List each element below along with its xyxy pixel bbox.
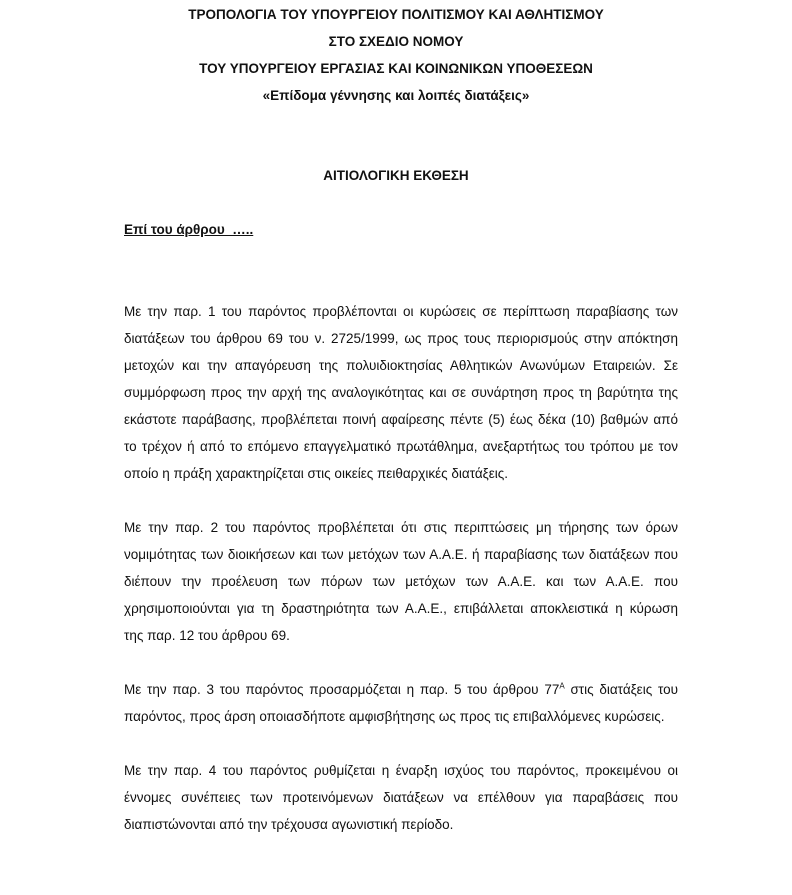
paragraph-4 [124,763,678,844]
paragraph-text: Με την παρ. 3 του παρόντος προσαρμόζεται η παρ. 5 του άρθρου 77 [124,682,560,697]
paragraph-line: παρόντος, προς άρση οποιασδήποτε αμφισβήτησης ως προς τις επιβαλλόμενες κυρώσεις. [124,709,665,724]
paragraph-line: μετοχών και την απαγόρευση της πολυιδιοκτησίας Αθλητικών Ανωνύμων Εταιρειών. Σε [124,358,678,373]
header-line-2: ΣΤΟ ΣΧΕΔΙΟ ΝΟΜΟΥ [328,34,464,49]
paragraph-line: διαπιστώνονται από την τρέχουσα αγωνιστική περίοδο. [124,817,454,832]
paragraph-line: εκάστοτε παράβασης, προβλέπεται ποινή αφαίρεσης πέντε (5) έως δέκα (10) βαθμών από [124,412,678,427]
paragraph-line: έννομες συνέπειες των προτεινόμενων διατάξεων να επέλθουν για παραβάσεις που [124,790,678,805]
paragraph-line: διατάξεων του άρθρου 69 του ν. 2725/1999, ως προς τους περιορισμούς στην απόκτηση [124,331,678,346]
header-line-1: ΤΡΟΠΟΛΟΓΙΑ ΤΟΥ ΥΠΟΥΡΓΕΙΟΥ ΠΟΛΙΤΙΣΜΟΥ ΚΑΙ ΑΘΛΗΤΙΣΜΟΥ [188,7,604,22]
paragraph-line: της παρ. 12 του άρθρου 69. [124,628,290,643]
paragraph-1 [124,304,678,493]
article-heading: Επί του άρθρου ….. [124,222,254,237]
paragraph-line: Με την παρ. 4 του παρόντος ρυθμίζεται η έναρξη ισχύος του παρόντος, προκειμένου οι [124,763,678,778]
paragraph-line [124,682,678,709]
paragraph-3 [124,682,678,736]
paragraph-line: το τρέχον ή από το επόμενο επαγγελματικό πρωτάθλημα, ανεξαρτήτως του τρόπου με τον [124,439,678,454]
paragraph-line: διέπουν την προέλευση των πόρων των μετόχων των Α.Α.Ε. και των Α.Α.Ε. που [124,574,678,589]
paragraph-line: χρησιμοποιούνται για τη δραστηριότητα των Α.Α.Ε., επιβάλλεται αποκλειστικά η κύρωση [124,601,678,616]
header-line-3: ΤΟΥ ΥΠΟΥΡΓΕΙΟΥ ΕΡΓΑΣΙΑΣ ΚΑΙ ΚΟΙΝΩΝΙΚΩΝ ΥΠΟΘΕΣΕΩΝ [199,61,593,76]
paragraph-text: στις διατάξεις του [564,682,678,697]
paragraph-line: οποίο η πράξη χαρακτηρίζεται στις οικείες πειθαρχικές διατάξεις. [124,466,509,481]
paragraph-line: Με την παρ. 2 του παρόντος προβλέπεται ότι στις περιπτώσεις μη τήρησης των όρων [124,520,678,535]
section-title: ΑΙΤΙΟΛΟΓΙΚΗ ΕΚΘΕΣΗ [323,168,469,183]
paragraph-line: νομιμότητας των διοικήσεων και των μετόχων των Α.Α.Ε. ή παραβίασης των διατάξεων που [124,547,678,562]
paragraph-2 [124,520,678,655]
paragraph-line: συμμόρφωση προς την αρχή της αναλογικότητας και σε συνάρτηση προς τη βαρύτητα της [124,385,678,400]
header-line-4: «Επίδομα γέννησης και λοιπές διατάξεις» [262,88,530,103]
superscript: Α [559,681,565,691]
paragraph-line: Με την παρ. 1 του παρόντος προβλέπονται οι κυρώσεις σε περίπτωση παραβίασης των [124,304,678,319]
